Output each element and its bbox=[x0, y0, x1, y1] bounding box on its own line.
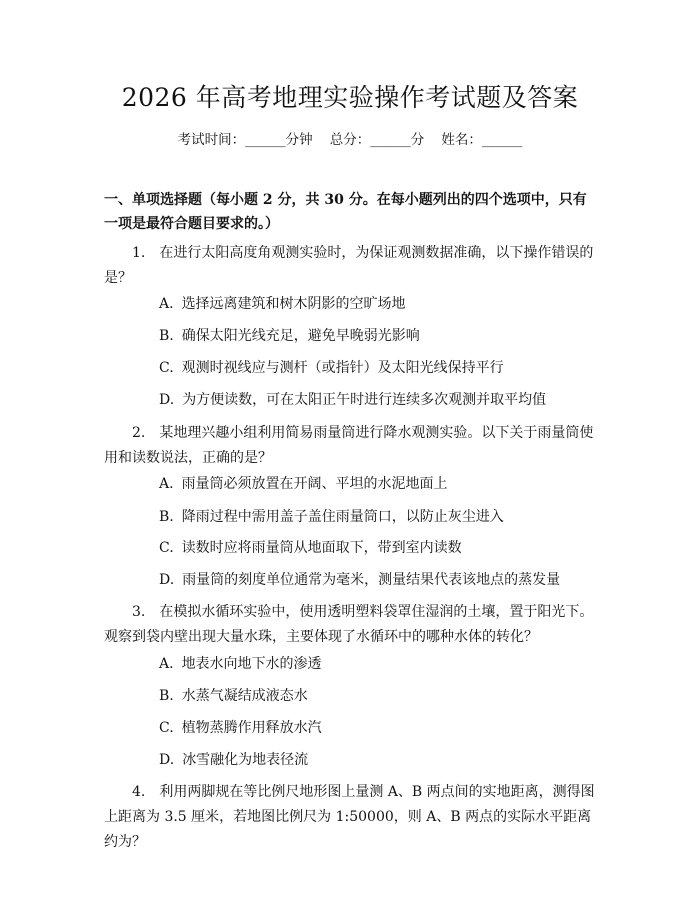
option-2a bbox=[159, 473, 599, 495]
option-text: 选择远离建筑和树木阴影的空旷场地 bbox=[181, 296, 406, 312]
question-number: 1. bbox=[132, 245, 146, 261]
question-2 bbox=[104, 421, 600, 471]
option-text: 地表水向地下水的渗透 bbox=[181, 656, 322, 672]
option-letter: A. bbox=[159, 296, 174, 312]
option-letter: D. bbox=[159, 392, 175, 408]
question-number: 4. bbox=[132, 784, 146, 800]
option-1d bbox=[159, 389, 599, 411]
page-title: 2026 年高考地理实验操作考试题及答案 bbox=[121, 83, 579, 112]
option-3b bbox=[159, 685, 599, 707]
section-heading: 一、单项选择题（每小题 2 分，共 30 分。在每小题列出的四个选项中，只有一项是最符合题目要求的。） bbox=[104, 192, 587, 232]
option-3c bbox=[159, 717, 599, 739]
option-text: 观测时视线应与测杆（或指针）及太阳光线保持平行 bbox=[181, 360, 504, 376]
option-text: 雨量筒的刻度单位通常为毫米，测量结果代表该地点的蒸发量 bbox=[182, 572, 561, 588]
option-2c bbox=[159, 537, 599, 559]
question-text: 某地理兴趣小组利用简易雨量筒进行降水观测实验。以下关于雨量筒使用和读数说法，正确的是？ bbox=[104, 425, 594, 466]
option-1b bbox=[159, 325, 599, 347]
option-letter: A. bbox=[159, 656, 174, 672]
option-3a bbox=[159, 653, 599, 675]
question-text: 在进行太阳高度角观测实验时，为保证观测数据准确，以下操作错误的是？ bbox=[104, 245, 594, 286]
option-letter: B. bbox=[159, 688, 174, 704]
option-1a bbox=[159, 293, 599, 315]
option-3d bbox=[159, 749, 599, 771]
question-number: 3. bbox=[132, 604, 146, 620]
option-text: 雨量筒必须放置在开阔、平坦的水泥地面上 bbox=[181, 476, 448, 492]
option-2b bbox=[159, 506, 599, 528]
question-4 bbox=[104, 780, 600, 855]
option-text: 冰雪融化为地表径流 bbox=[182, 752, 309, 768]
option-letter: C. bbox=[159, 360, 174, 376]
option-text: 植物蒸腾作用释放水汽 bbox=[181, 720, 322, 736]
option-text: 为方便读数，可在太阳正午时进行连续多次观测并取平均值 bbox=[182, 392, 547, 408]
option-1c bbox=[159, 357, 599, 379]
question-text: 在模拟水循环实验中，使用透明塑料袋罩住湿润的土壤，置于阳光下。观察到袋内壁出现大量水珠，主要体现了水循环中的哪种水体的转化？ bbox=[104, 604, 594, 645]
option-text: 确保太阳光线充足，避免早晚弱光影响 bbox=[181, 328, 420, 344]
option-letter: C. bbox=[159, 540, 174, 556]
option-text: 读数时应将雨量筒从地面取下，带到室内读数 bbox=[181, 540, 462, 556]
question-1 bbox=[104, 241, 600, 291]
question-3 bbox=[104, 600, 600, 650]
option-2d bbox=[159, 569, 599, 591]
option-letter: D. bbox=[159, 752, 175, 768]
option-letter: B. bbox=[159, 328, 174, 344]
question-text: 利用两脚规在等比例尺地形图上量测 A、B 两点间的实地距离，测得图上距离为 3.5 厘米，若地图比例尺为 1:50000，则 A、B 两点的实际水平距离约为？ bbox=[104, 784, 595, 850]
question-number: 2. bbox=[132, 425, 146, 441]
option-text: 水蒸气凝结成液态水 bbox=[181, 688, 308, 704]
option-letter: B. bbox=[159, 509, 174, 525]
exam-info-line: 考试时间：______分钟 总分：______分 姓名：______ bbox=[177, 132, 523, 148]
option-letter: D. bbox=[159, 572, 175, 588]
option-letter: A. bbox=[159, 476, 174, 492]
option-letter: C. bbox=[159, 720, 174, 736]
option-text: 降雨过程中需用盖子盖住雨量筒口，以防止灰尘进入 bbox=[181, 509, 504, 525]
